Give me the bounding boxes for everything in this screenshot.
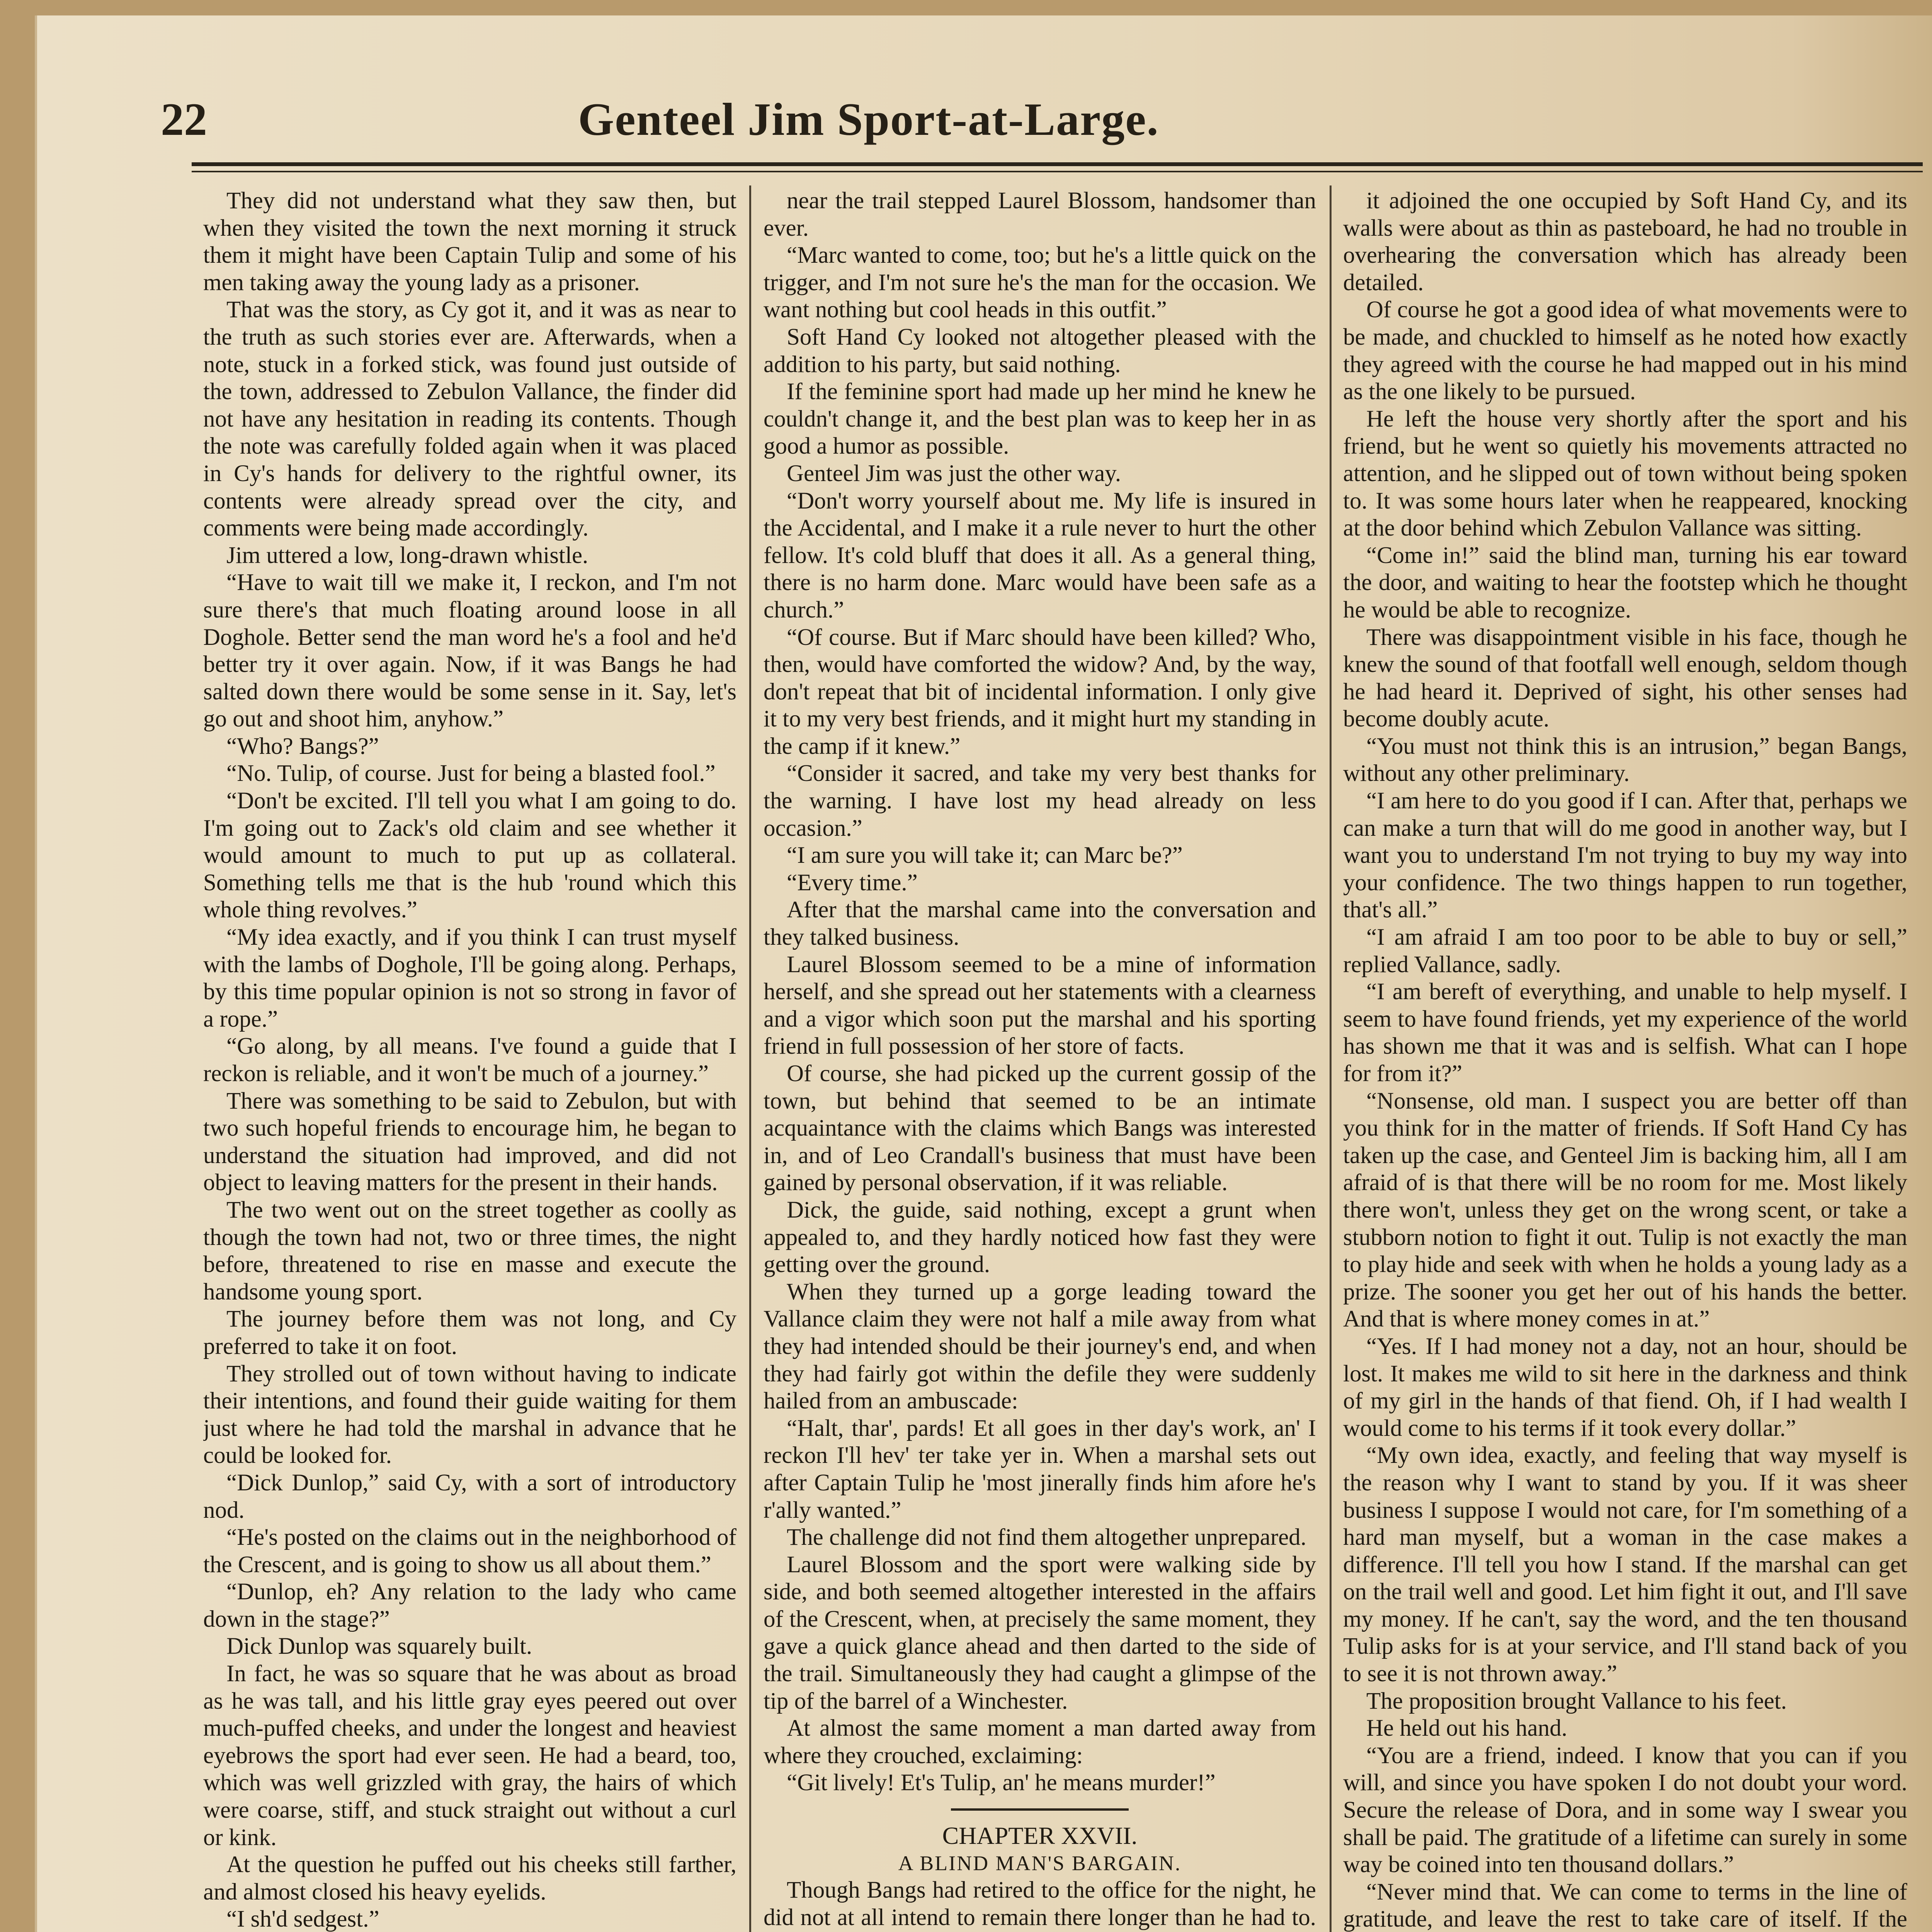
paragraph: “No. Tulip, of course. Just for being a blasted fool.” [226,760,716,787]
paragraph: “Yes. If I had money not a day, not an hour, should be lost. It makes me wild to sit here in the darkness and think of my girl in the hands of that fiend. Oh, if I had wealth I would come to his terms if it took every dollar.” [1343,1333,1907,1441]
paragraph: “Every time.” [787,869,918,896]
chapter-heading: CHAPTER XXVII. [942,1822,1138,1850]
paragraph: “My own idea, exactly, and feeling that way myself is the reason why I want to stand by you. If it was sheer business I suppose I would not care, for I'm something of a hard man myself, but a woman in the case makes a difference. I'll tell you how I stand. If the marshal can get on the trail well and good. Let him fight it out, and I'll save my money. If he can't, say the word, and the ten thousand Tulip asks for is at your service, and I'll stand back of you to see it is not thrown away.” [1343,1442,1907,1687]
text-column-2 [764,187,1316,1932]
paragraph: Genteel Jim was just the other way. [787,460,1121,486]
paragraph: “Dunlop, eh? Any relation to the lady who came down in the stage?” [203,1579,736,1632]
paragraph: Laurel Blossom and the sport were walking side by side, and both seemed altogether interested in the affairs of the Crescent, when, at precisely the same moment, they gave a quick glance ahead and then darted to the side of the trail. Simultaneously they had caught a glimpse of the tip of the barrel of a Winchester. [764,1551,1316,1714]
chapter-rule [951,1808,1129,1811]
paragraph: Laurel Blossom seemed to be a mine of information herself, and she spread out her statements with a clearness and a vigor which soon put the marshal and his sporting friend in full possession of her store of facts. [764,951,1316,1060]
paragraph: “I am afraid I am too poor to be able to buy or sell,” replied Vallance, sadly. [1343,924,1907,978]
paragraph: There was something to be said to Zebulon, but with two such hopeful friends to encourage him, he began to understand the situation had improved, and did not object to leaving matters for the present in their hands. [203,1088,736,1196]
paragraph: The challenge did not find them altogether unprepared. [787,1524,1306,1551]
paragraph: The proposition brought Vallance to his feet. [1366,1688,1787,1714]
paragraph: “Go along, by all means. I've found a guide that I reckon is reliable, and it won't be much of a journey.” [203,1033,736,1087]
text-column-1 [203,187,736,1932]
paragraph: “Nonsense, old man. I suspect you are better off than you think for in the matter of friends. If Soft Hand Cy has taken up the case, and Genteel Jim is backing him, all I am afraid of is that there will be no room for me. Most likely there won't, unless they get on the wrong scent, or take a stubborn notion to fight it out. Tulip is not exactly the man to play hide and seek with when he holds a young lady as a prize. The sooner you get her out of his hands the better. And that is where money comes in at.” [1343,1088,1907,1332]
paragraph: Of course he got a good idea of what movements were to be made, and chuckled to himself as he noted how exactly they agreed with the course he had mapped out in his mind as the one likely to be pursued. [1343,297,1907,405]
paragraph: At the question he puffed out his cheeks still farther, and almost closed his heavy eyelids. [203,1852,736,1905]
paragraph: “Have to wait till we make it, I reckon, and I'm not sure there's that much floating around loose in all Doghole. Better send the man word he's a fool and he'd better try it over again. Now, if it was Bangs he had salted down there would be some sense in it. Say, let's go out and shoot him, anyhow.” [203,570,736,732]
paragraph: “Who? Bangs?” [226,733,379,759]
paragraph: Jim uttered a low, long-drawn whistle. [226,542,588,568]
paragraph: When they turned up a gorge leading toward the Vallance claim they were not half a mile away from what they had intended should be their journey's end, and when they had fairly got within the defile they were suddenly hailed from an ambuscade: [764,1279,1316,1414]
column-divider [749,185,751,1932]
paragraph: “My idea exactly, and if you think I can trust myself with the lambs of Doghole, I'll be going along. Perhaps, by this time popular opinion is not so strong in favor of a rope.” [203,924,736,1032]
page-number: 22 [161,94,207,145]
paragraph: “Don't be excited. I'll tell you what I am going to do. I'm going out to Zack's old claim and see whether it would amount to much to put up as collateral. Something tells me that is the hub 'round which this whole thing revolves.” [203,788,736,923]
paragraph: He left the house very shortly after the sport and his friend, but he went so quietly his movements attracted no attention, and he slipped out of town without being spoken to. It was some hours later when he reappeared, knocking at the door behind which Zebulon Vallance was sitting. [1343,406,1907,541]
paragraph: “I sh'd sedgest.” [226,1906,379,1932]
paragraph: “I am bereft of everything, and unable to help myself. I seem to have found friends, yet my experience of the world has shown me that it was and is selfish. What can I hope for from it?” [1343,979,1907,1087]
header-rule [192,162,1923,166]
paragraph: “He's posted on the claims out in the neighborhood of the Crescent, and is going to show us all about them.” [203,1524,736,1578]
running-head: Genteel Jim Sport-at-Large. [578,94,1159,145]
chapter-subtitle: A BLIND MAN'S BARGAIN. [898,1851,1182,1875]
paragraph: Dick, the guide, said nothing, except a grunt when appealed to, and they hardly noticed how fast they were getting over the ground. [764,1197,1316,1278]
text-column-3 [1343,187,1907,1932]
paragraph: “Come in!” said the blind man, turning his ear toward the door, and waiting to hear the footstep which he thought he would be able to recognize. [1343,542,1907,623]
paragraph: “You must not think this is an intrusion,” began Bangs, without any other preliminary. [1343,733,1907,787]
paragraph: “Of course. But if Marc should have been killed? Who, then, would have comforted the widow? And, by the way, don't repeat that bit of incidental information. I only give it to my very best friends, and it might hurt my standing in the camp if it knew.” [764,624,1316,759]
paragraph: In fact, he was so square that he was about as broad as he was tall, and his little gray eyes peered out over much-puffed cheeks, and under the longest and heaviest eyebrows the sport had ever seen. He had a beard, too, which was well grizzled with gray, the hairs of which were coarse, stiff, and stuck straight out without a curl or kink. [203,1661,736,1850]
paragraph: That was the story, as Cy got it, and it was as near to the truth as such stories ever are. Afterwards, when a note, stuck in a forked stick, was found just outside of the town, addressed to Zebulon Vallance, the finder did not have any hesitation in reading its contents. Though the note was carefully folded again when it was placed in Cy's hands for delivery to the rightful owner, its contents were already spread over the city, and comments were being made accordingly. [203,297,736,541]
paragraph: “I am here to do you good if I can. After that, perhaps we can make a turn that will do me good in another way, but I want you to understand I'm not trying to buy my way into your confidence. The two things happen to run together, that's all.” [1343,788,1907,923]
paragraph: it adjoined the one occupied by Soft Hand Cy, and its walls were about as thin as pasteboard, he had no trouble in overhearing the conversation which has already been detailed. [1343,188,1907,296]
paragraph: “Marc wanted to come, too; but he's a little quick on the trigger, and I'm not sure he's the man for the occasion. We want nothing but cool heads in this outfit.” [764,242,1316,323]
paragraph: At almost the same moment a man darted away from where they crouched, exclaiming: [764,1715,1316,1769]
paragraph: Soft Hand Cy looked not altogether pleased with the addition to his party, but said nothing. [764,324,1316,378]
paragraph: Of course, she had picked up the current gossip of the town, but behind that seemed to be an intimate acquaintance with the claims which Bangs was interested in, and of Leo Crandall's business that must have been gained by personal observation, if it was reliable. [764,1061,1316,1196]
paragraph: After that the marshal came into the conversation and they talked business. [764,897,1316,951]
column-divider [1330,185,1332,1932]
paragraph: The two went out on the street together as coolly as though the town had not, two or three times, the night before, threatened to rise en masse and execute the handsome young sport. [203,1197,736,1305]
paragraph: “Halt, thar', pards! Et all goes in ther day's work, an' I reckon I'll hev' ter take yer in. When a marshal sets out after Captain Tulip he 'most jinerally finds him afore he's r'ally wanted.” [764,1415,1316,1523]
paragraph: “Consider it sacred, and take my very best thanks for the warning. I have lost my head already on less occasion.” [764,760,1316,841]
paragraph: Though Bangs had retired to the office for the night, he did not at all intend to remain there longer than he had to. [764,1877,1316,1930]
paragraph: “Git lively! Et's Tulip, an' he means murder!” [787,1770,1216,1796]
paragraph: They did not understand what they saw then, but when they visited the town the next morning it struck them it might have been Captain Tulip and some of his men taking away the young lady as a prisoner. [203,188,736,296]
paragraph: near the trail stepped Laurel Blossom, handsomer than ever. [764,188,1316,241]
paragraph: “Never mind that. We can come to terms in the line of gratitude, and leave the rest to take care of itself. If the [1343,1879,1907,1932]
paragraph: They strolled out of town without having to indicate their intentions, and found their guide waiting for them just where he had told the marshal in advance that he could be looked for. [203,1361,736,1469]
paragraph: There was disappointment visible in his face, though he knew the sound of that footfall well enough, seldom though he had heard it. Deprived of sight, his other senses had become doubly acute. [1343,624,1907,732]
paragraph: Dick Dunlop was squarely built. [226,1633,532,1660]
paragraph: “Don't worry yourself about me. My life is insured in the Accidental, and I make it a rule never to hurt the other fellow. It's cold bluff that does it all. As a general thing, there is no harm done. Marc would have been safe as a church.” [764,488,1316,623]
paragraph: “You are a friend, indeed. I know that you can if you will, and since you have spoken I do not doubt your word. Secure the release of Dora, and in some way I swear you shall be paid. The gratitude of a lifetime can surely in some way be coined into ten thousand dollars.” [1343,1742,1907,1878]
paragraph: The journey before them was not long, and Cy preferred to take it on foot. [203,1306,736,1359]
paragraph: He held out his hand. [1366,1715,1568,1742]
header-rule-thin [192,171,1923,172]
paragraph: If the feminine sport had made up her mind he knew he couldn't change it, and the best plan was to keep her in as good a humor as possible. [764,379,1316,459]
magazine-page [35,15,1932,1932]
paragraph: “I am sure you will take it; can Marc be?” [787,842,1183,869]
paragraph: “Dick Dunlop,” said Cy, with a sort of introductory nod. [203,1469,736,1523]
